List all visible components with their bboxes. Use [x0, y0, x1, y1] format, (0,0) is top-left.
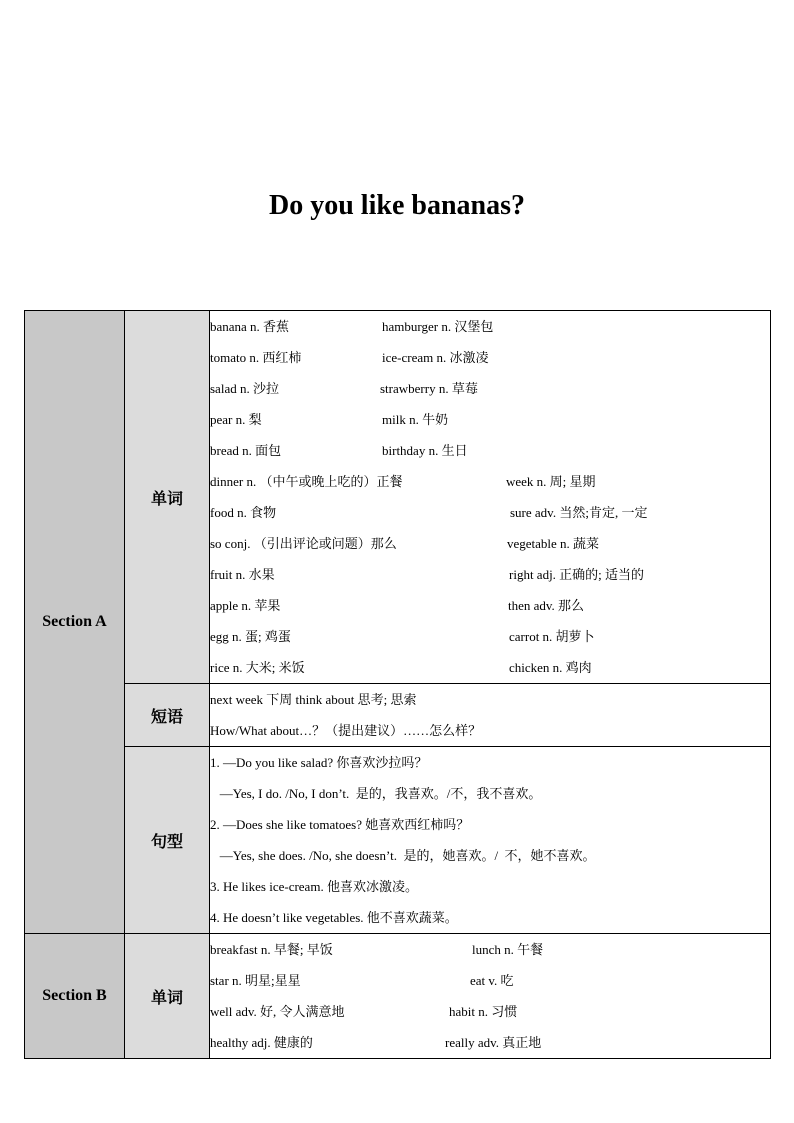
sentence-line: 2. —Does she like tomatoes? 她喜欢西红柿吗？ — [210, 817, 470, 832]
vocab-entry: really adv. 真正地 — [445, 1035, 542, 1050]
vocab-row — [210, 466, 770, 497]
sentence-line: —Yes, she does. /No, she doesn’t. 是的，她喜欢。/ 不，她不喜欢。 — [210, 848, 596, 863]
vocab-row — [210, 965, 770, 996]
section-a-phrases-row — [25, 684, 771, 747]
vocab-entry: healthy adj. 健康的 — [210, 1035, 313, 1050]
vocab-entry: pear n. 梨 — [210, 412, 262, 427]
vocab-entry: breakfast n. 早餐; 早饭 — [210, 942, 333, 957]
vocab-entry: right adj. 正确的; 适当的 — [509, 567, 645, 582]
section-a-words-label: 单词 — [125, 311, 210, 684]
vocab-row — [210, 559, 770, 590]
vocab-row — [210, 404, 770, 435]
section-b-label: Section B — [25, 934, 125, 1059]
vocab-entry: hamburger n. 汉堡包 — [382, 319, 494, 334]
vocab-entry: so conj. （引出评论或问题）那么 — [210, 536, 397, 551]
vocab-entry: lunch n. 午餐 — [472, 942, 544, 957]
vocab-entry: food n. 食物 — [210, 505, 277, 520]
section-a-phrases-label: 短语 — [125, 684, 210, 747]
vocab-entry: eat v. 吃 — [470, 973, 514, 988]
vocab-entry: then adv. 那么 — [508, 598, 585, 613]
vocab-row — [210, 1027, 770, 1058]
section-a-words-list — [210, 311, 771, 684]
vocab-row — [210, 590, 770, 621]
vocab-entry: salad n. 沙拉 — [210, 381, 279, 396]
vocab-entry: dinner n. （中午或晚上吃的）正餐 — [210, 474, 403, 489]
vocab-entry: ice-cream n. 冰激凌 — [382, 350, 489, 365]
section-a-sentences-list — [210, 747, 771, 934]
section-a-sentences-label: 句型 — [125, 747, 210, 934]
vocab-entry: tomato n. 西红柿 — [210, 350, 302, 365]
vocab-row — [210, 934, 770, 965]
sentence-line: —Yes, I do. /No, I don’t. 是的，我喜欢。/不，我不喜欢。 — [210, 786, 542, 801]
vocab-row — [210, 435, 770, 466]
vocabulary-table — [24, 310, 771, 1059]
section-a-phrases-list — [210, 684, 771, 747]
vocab-entry: milk n. 牛奶 — [382, 412, 449, 427]
section-b-words-list — [210, 934, 771, 1059]
vocab-entry: bread n. 面包 — [210, 443, 282, 458]
vocab-entry: fruit n. 水果 — [210, 567, 275, 582]
section-a-label: Section A — [25, 311, 125, 934]
vocab-row — [210, 652, 770, 683]
vocab-entry: chicken n. 鸡肉 — [509, 660, 592, 675]
vocab-row — [210, 621, 770, 652]
vocab-row — [210, 528, 770, 559]
phrase-line: next week 下周 think about 思考; 思索 — [210, 692, 417, 707]
section-b-words-row — [25, 934, 771, 1059]
vocab-entry: week n. 周; 星期 — [506, 474, 596, 489]
vocab-entry: well adv. 好, 令人满意地 — [210, 1004, 345, 1019]
vocab-row — [210, 996, 770, 1027]
vocab-entry: vegetable n. 蔬菜 — [507, 536, 600, 551]
vocab-row — [210, 497, 770, 528]
vocab-entry: habit n. 习惯 — [449, 1004, 518, 1019]
vocab-row — [210, 342, 770, 373]
section-a-words-row — [25, 311, 771, 684]
page-title: Do you like bananas? — [269, 190, 525, 221]
vocab-entry: egg n. 蛋; 鸡蛋 — [210, 629, 291, 644]
section-a-sentences-row — [25, 747, 771, 934]
vocab-entry: star n. 明星;星星 — [210, 973, 301, 988]
sentence-line: 3. He likes ice-cream. 他喜欢冰激凌。 — [210, 879, 418, 894]
sentence-line: 4. He doesn’t like vegetables. 他不喜欢蔬菜。 — [210, 910, 458, 925]
vocab-entry: strawberry n. 草莓 — [380, 381, 478, 396]
sentence-line: 1. —Do you like salad? 你喜欢沙拉吗？ — [210, 755, 428, 770]
phrase-line: How/What about…？（提出建议）……怎么样？ — [210, 723, 482, 738]
vocab-row — [210, 311, 770, 342]
vocab-entry: apple n. 苹果 — [210, 598, 281, 613]
vocab-entry: sure adv. 当然;肯定, 一定 — [510, 505, 648, 520]
vocab-entry: rice n. 大米; 米饭 — [210, 660, 305, 675]
vocab-entry: birthday n. 生日 — [382, 443, 468, 458]
section-b-words-label: 单词 — [125, 934, 210, 1059]
vocab-entry: banana n. 香蕉 — [210, 319, 290, 334]
vocab-row — [210, 373, 770, 404]
vocab-entry: carrot n. 胡萝卜 — [509, 629, 595, 644]
